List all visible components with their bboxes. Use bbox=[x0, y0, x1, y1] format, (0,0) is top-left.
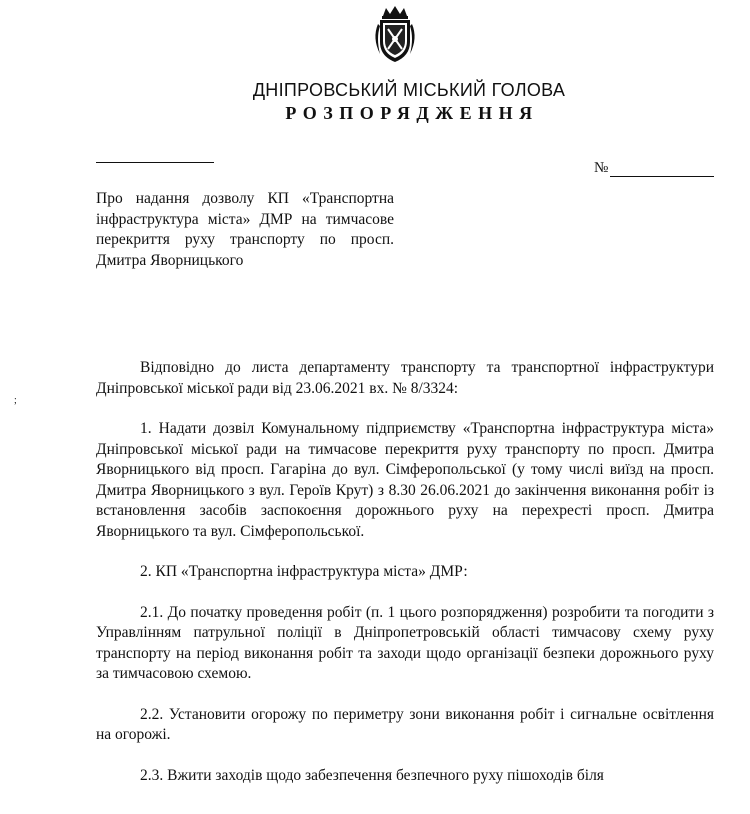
document-type-title: РОЗПОРЯДЖЕННЯ bbox=[285, 103, 539, 123]
item-2-3-paragraph: 2.3. Вжити заходів щодо забезпечення безпечного руху пішоходів біля bbox=[140, 766, 604, 784]
date-blank-line bbox=[96, 162, 214, 163]
intro-paragraph: Відповідно до листа департаменту транспорту та транспортної інфраструктури Дніпровської міської ради від 23.06.2021 вх. № 8/3324: bbox=[96, 359, 714, 397]
subject-text: Про надання дозволу КП «Транспортна інфраструктура міста» ДМР на тимчасове перекриття руху транспорту по просп. Дмитра Яворницького bbox=[96, 190, 394, 269]
document-body bbox=[96, 358, 714, 786]
number-blank-line bbox=[610, 176, 714, 177]
number-label: № bbox=[594, 160, 609, 176]
margin-mark: ; bbox=[14, 395, 17, 406]
authority-title: ДНІПРОВСЬКИЙ МІСЬКИЙ ГОЛОВА bbox=[252, 80, 566, 100]
item-1-paragraph: 1. Надати дозвіл Комунальному підприємству «Транспортна інфраструктура міста» Дніпровської міської ради на тимчасове перекриття руху транспорту по просп. Дмитра Яворницького від просп. Гагаріна до вул. Сімферопольської (у тому числі виїзд на просп. Дмитра Яворницького з вул. Героїв Крут) з 8.30 26.06.2021 до закінчення виконання робіт із встановлення засобів заспокоєння дорожнього руху на перехресті просп. Дмитра Яворницького та вул. Сімферопольської. bbox=[96, 420, 714, 540]
item-2-1-paragraph: 2.1. До початку проведення робіт (п. 1 цього розпорядження) розробити та погодити з Управлінням патрульної поліції в Дніпропетровській області тимчасову схему руху транспорту на період виконання робіт та заходи щодо організації безпеки дорожнього руху за тимчасовою схемою. bbox=[96, 603, 714, 682]
item-2-2-paragraph: 2.2. Установити огорожу по периметру зони виконання робіт і сигнальне освітлення на огорожі. bbox=[96, 705, 714, 743]
dnipro-coat-of-arms-icon bbox=[370, 4, 420, 64]
item-2-paragraph: 2. КП «Транспортна інфраструктура міста» ДМР: bbox=[140, 563, 468, 580]
